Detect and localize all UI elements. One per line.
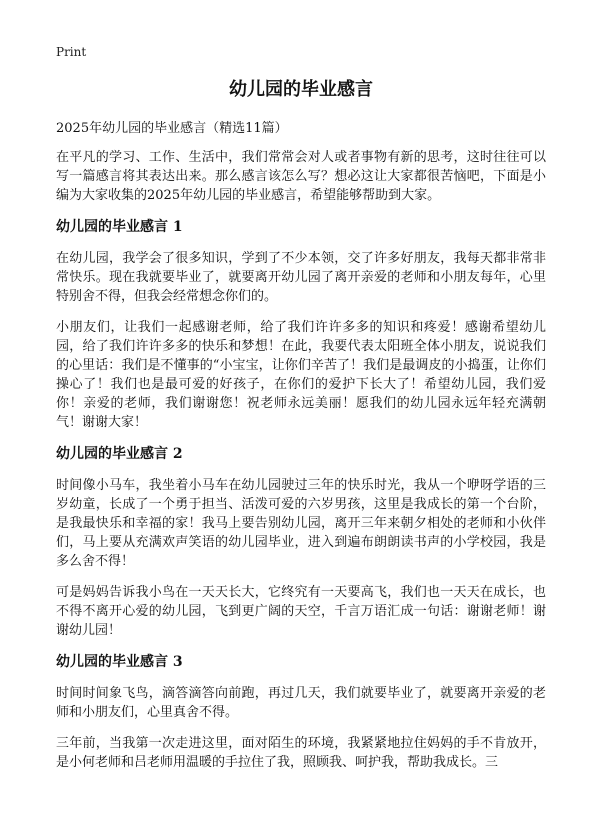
document-subtitle: 2025年幼儿园的毕业感言（精选11篇）: [56, 121, 288, 136]
intro-paragraph: 在平凡的学习、工作、生活中，我们常常会对人或者事物有新的思考，这时往往可以写一篇感言将其表达出来。那么感言该怎么写？想必这让大家都很苦恼吧，下面是小编为大家收集的2025年幼儿园的毕业感言，希望能够帮助到大家。: [56, 150, 546, 203]
section-1-paragraph-2: 小朋友们，让我们一起感谢老师，给了我们许许多多的知识和疼爱！感谢希望幼儿园，给了我们许许多多的快乐和梦想！在此，我要代表太阳班全体小朋友，说说我们的心里话：我们是不懂事的“小宝宝，让你们辛苦了！我们是最调皮的小捣蛋，让你们操心了！我们也是最可爱的好孩子，在你们的爱护下长大了！希望幼儿园，我们爱你！亲爱的老师，我们谢谢您！祝老师永远美丽！愿我们的幼儿园永远年轻充满朝气！谢谢大家！: [56, 320, 546, 430]
section-heading-2: 幼儿园的毕业感言 2: [56, 446, 183, 462]
section-2-paragraph-2: 可是妈妈告诉我小鸟在一天天长大，它终究有一天要高飞，我们也一天天在成长，也不得不离开心爱的幼儿园，飞到更广阔的天空，千言万语汇成一句话：谢谢老师！谢谢幼儿园！: [56, 585, 546, 638]
section-3-paragraph-1: 时间时间象飞鸟，滴答滴答向前跑，再过几天，我们就要毕业了，就要离开亲爱的老师和小朋友们，心里真舍不得。: [56, 686, 546, 720]
document-body: [56, 148, 546, 784]
section-heading-3: 幼儿园的毕业感言 3: [56, 654, 183, 670]
document-title: 幼儿园的毕业感言: [229, 79, 373, 100]
section-3-paragraph-2: 三年前，当我第一次走进这里，面对陌生的环境，我紧紧地拉住妈妈的手不肯放开，是小何老师和吕老师用温暖的手拉住了我，照顾我、呵护我，帮助我成长。三: [56, 736, 546, 770]
section-heading-1: 幼儿园的毕业感言 1: [56, 219, 183, 235]
print-link[interactable]: Print: [56, 45, 87, 59]
section-1-paragraph-1: 在幼儿园，我学会了很多知识，学到了不少本领，交了许多好朋友，我每天都非常非常快乐。现在我就要毕业了，就要离开幼儿园了离开亲爱的老师和小朋友每年，心里特别舍不得，但我会经常想念你们的。: [56, 251, 546, 304]
section-2-paragraph-1: 时间像小马车，我坐着小马车在幼儿园驶过三年的快乐时光，我从一个咿呀学语的三岁幼童，长成了一个勇于担当、活泼可爱的六岁男孩，这里是我成长的第一个台阶，是我最快乐和幸福的家！我马上要告别幼儿园，离开三年来朝夕相处的老师和小伙伴们，马上要从充满欢声笑语的幼儿园毕业，进入到遍布朗朗读书声的小学校园，我是多么舍不得！: [56, 478, 546, 569]
